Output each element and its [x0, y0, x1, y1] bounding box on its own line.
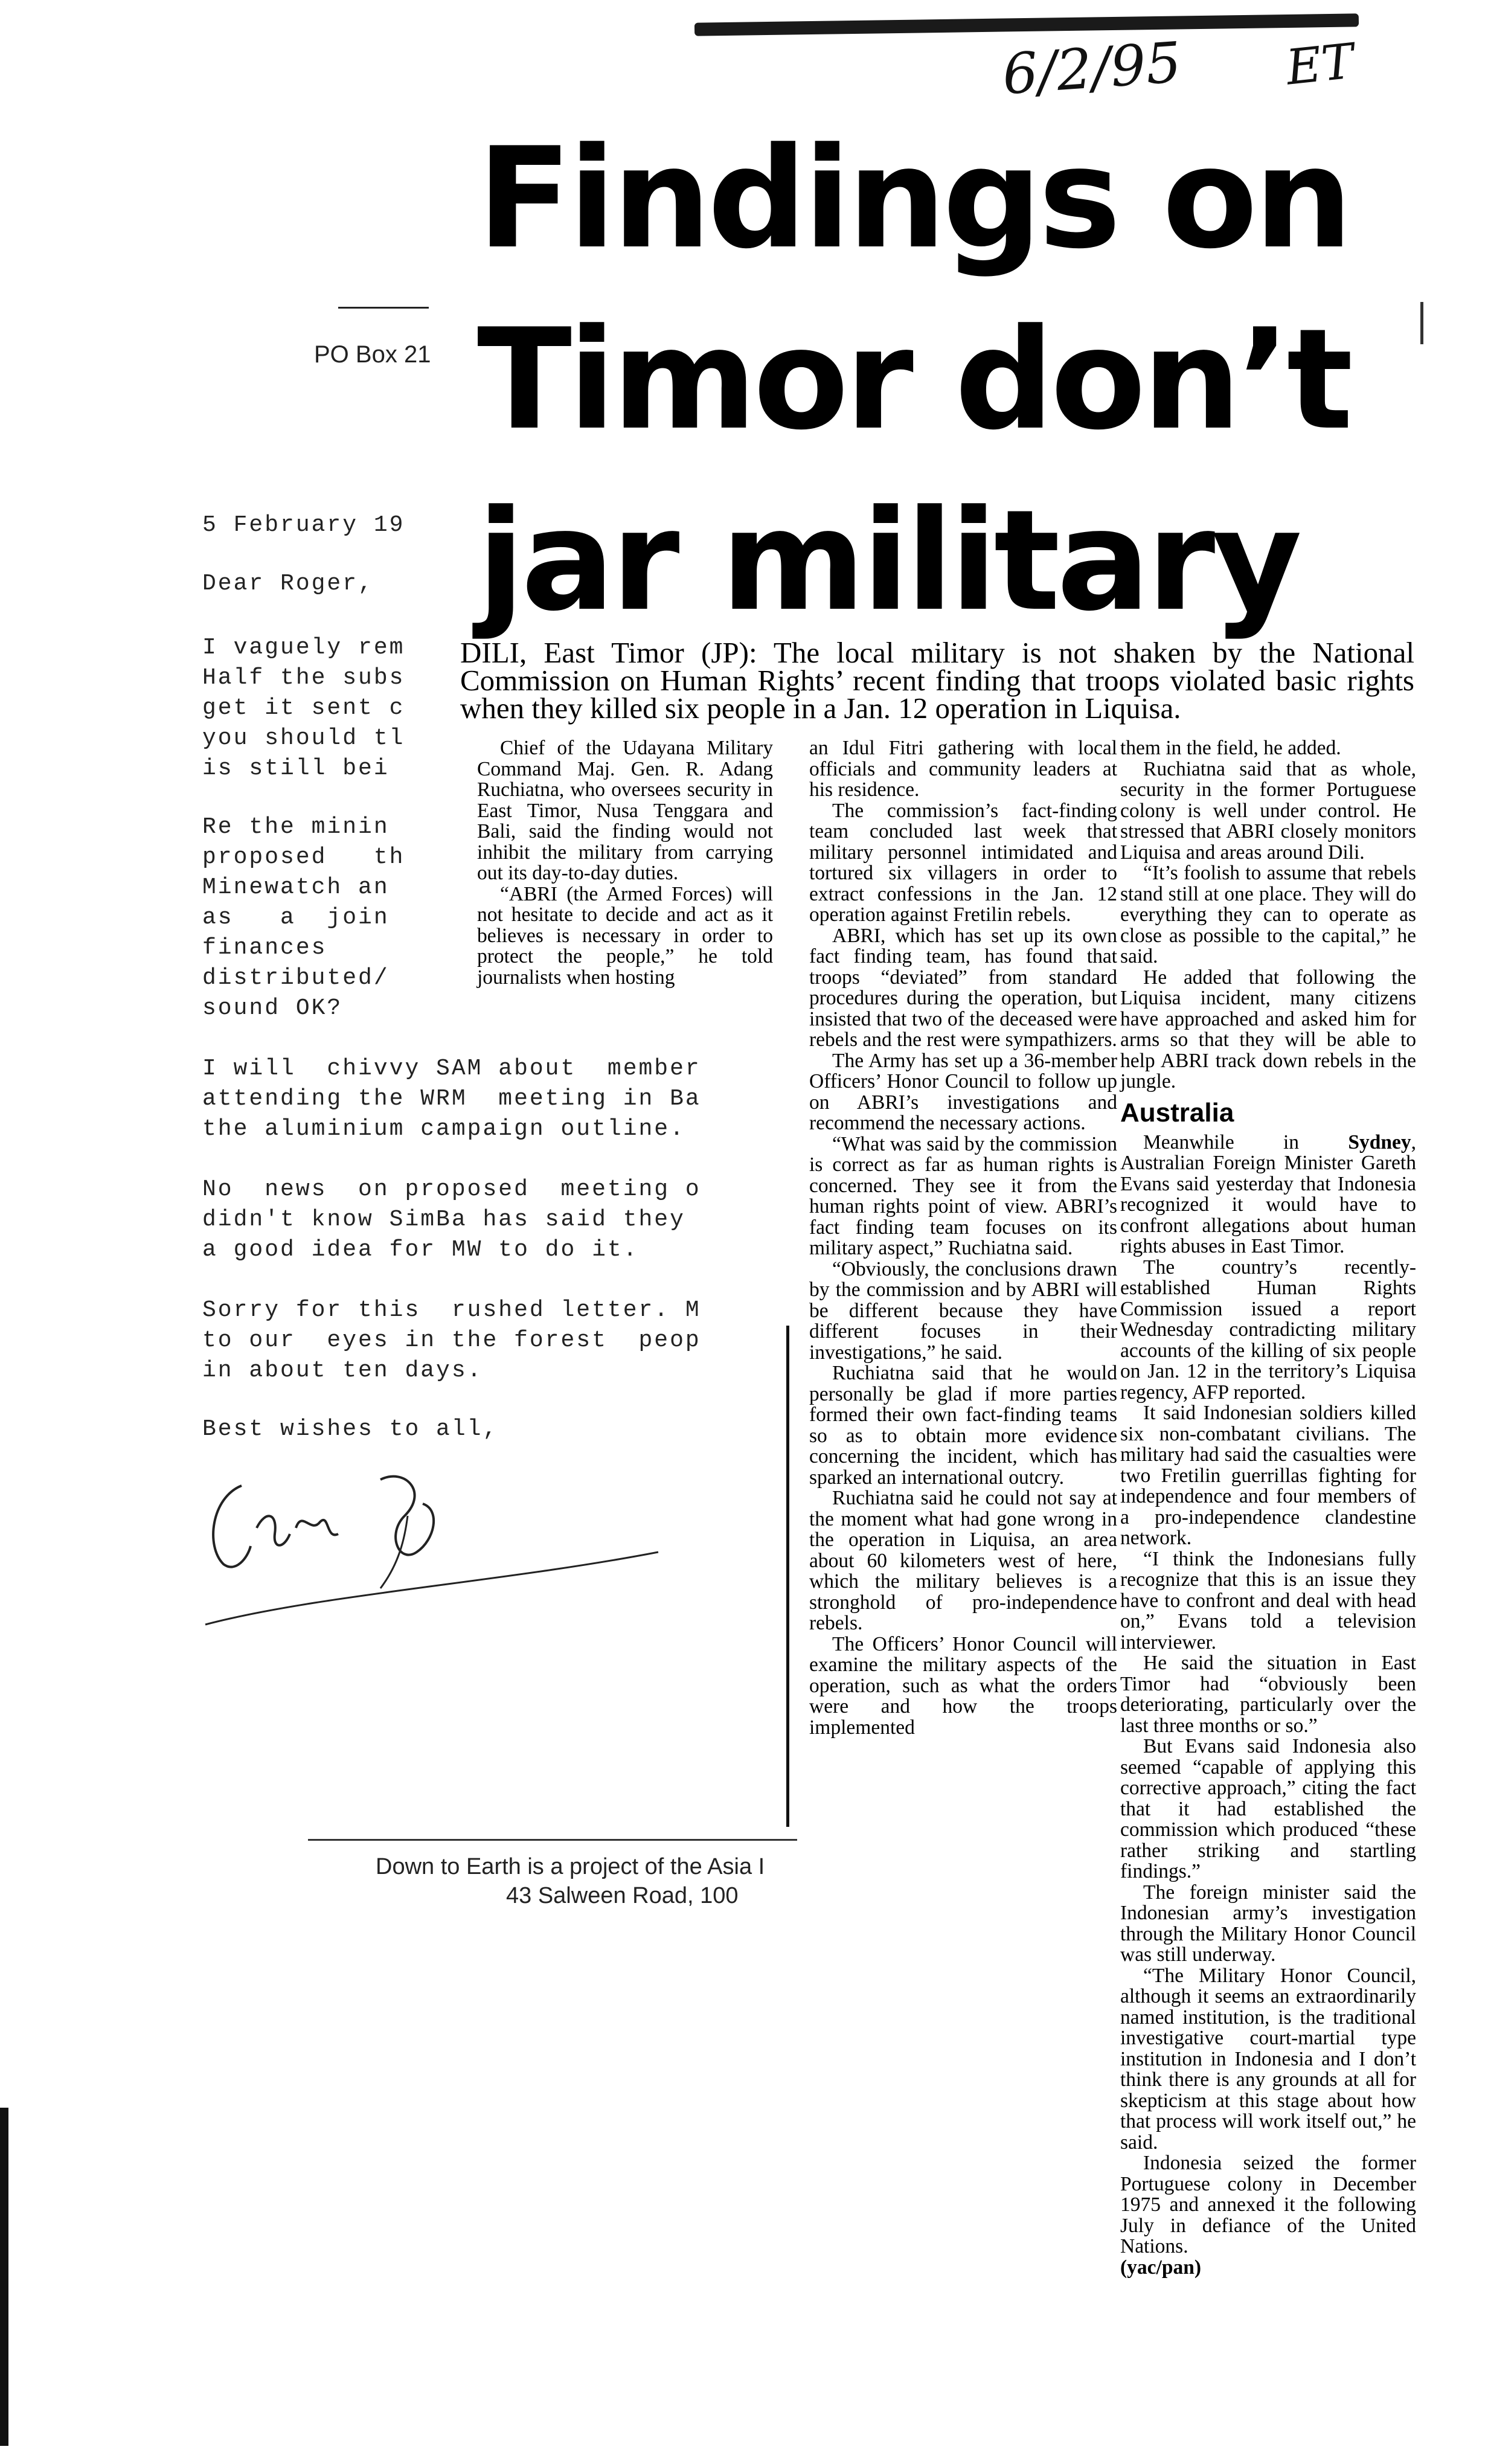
- paragraph: The foreign minister said the Indonesian army’s investigation through the Military Honor Council was still underway.: [1120, 1881, 1416, 1966]
- paragraph: Chief of the Udayana Military Command Maj. Gen. R. Adang Ruchiatna, who oversees security in East Timor, Nusa Tenggara and Bali, said the finding would not inhibit the military from carrying out its day-to-day duties.: [477, 737, 773, 884]
- paragraph: an Idul Fitri gathering with local officials and community leaders at his residence.: [809, 737, 1117, 801]
- letter-paragraph-3: I will chivvy SAM about member attending the WRM meeting in Ba the aluminium campaign outline.: [202, 1056, 701, 1142]
- handwritten-initials: ET: [1283, 33, 1357, 96]
- letter-paragraph-1: I vaguely rem Half the subs get it sent c you should tl is still bei: [202, 635, 405, 781]
- letter-footer-line-1: Down to Earth is a project of the Asia I: [376, 1854, 765, 1879]
- paragraph: Meanwhile in Sydney, Australian Foreign Minister Gareth Evans said yesterday that Indonesia recognized it would have to confront allegations about human rights abuses in East Timor.: [1120, 1131, 1416, 1257]
- paragraph: “I think the Indonesians fully recognize that this is an issue they have to confront and deal with head on,” Evans told a television interviewer.: [1120, 1547, 1416, 1654]
- paragraph: But Evans said Indonesia also seemed “capable of applying this corrective approach,” citing the fact that it had established the commission which produced “these rather striking and startling findings.”: [1120, 1735, 1416, 1882]
- scan-edge-mark-right: [1420, 302, 1423, 344]
- paragraph: ABRI, which has set up its own fact finding team, has found that troops “deviated” from standard procedures during the operation, but insisted that two of the deceased were rebels and the rest were sympathizers.: [809, 924, 1117, 1051]
- letter-greeting: Dear Roger,: [202, 571, 374, 597]
- scan-edge-mark: [694, 13, 1359, 36]
- handwritten-date: 6/2/95: [1000, 30, 1184, 107]
- paragraph: Indonesia seized the former Portuguese colony in December 1975 and annexed it the following July in defiance of the United Nations.: [1120, 2152, 1416, 2257]
- letter-paragraph-4: No news on proposed meeting o didn't know SimBa has said they a good idea for MW to do it.: [202, 1176, 701, 1263]
- paragraph: The country’s recently-established Human Rights Commission issued a report Wednesday contradicting military accounts of the killing of six people on Jan. 12 in the territory’s Liquisa regency, AFP reported.: [1120, 1256, 1416, 1404]
- letter-date: 5 February 19: [202, 512, 405, 538]
- paragraph: The Army has set up a 36-member Officers’ Honor Council to follow up on ABRI’s investigations and recommend the necessary actions.: [809, 1049, 1117, 1134]
- letter-closing: Best wishes to all,: [202, 1416, 499, 1442]
- article-column-3: [1120, 738, 1416, 2278]
- paragraph: It said Indonesian soldiers killed six non-combatant civilians. The military had said the casualties were two Fretilin guerrillas fighting for independence and four members of a pro-independence clandestine network.: [1120, 1402, 1416, 1549]
- paragraph: “What was said by the commission is correct as far as human rights is concerned. They see it from the human rights point of view. ABRI’s fact finding team focuses on its military aspect,” Ruchiatna said.: [809, 1132, 1117, 1259]
- paragraph: Ruchiatna said that as whole, security in the former Portuguese colony is well under control. He stressed that ABRI closely monitors Liquisa and areas around Dili.: [1120, 757, 1416, 864]
- article-lede: DILI, East Timor (JP): The local military is not shaken by the National Commission on Human Rights’ recent finding that troops violated basic rights when they killed six people in a Jan. 12 operation in Liquisa.: [460, 636, 1414, 725]
- paragraph: The Officers’ Honor Council will examine the military aspects of the operation, such as what the orders were and how the troops implemented: [809, 1632, 1117, 1739]
- paragraph: “ABRI (the Armed Forces) will not hesitate to decide and act as it believes is necessary in order to protect the people,” he told journalists when hosting: [477, 882, 773, 989]
- letter-footer-line-2: 43 Salween Road, 100: [506, 1883, 739, 1908]
- letterhead-rule: [338, 307, 429, 309]
- paragraph: them in the field, he added.: [1120, 737, 1341, 759]
- paragraph: He said the situation in East Timor had “obviously been deteriorating, particularly over the last three months or so.”: [1120, 1652, 1416, 1737]
- paragraph: “The Military Honor Council, although it seems an extraordinarily named institution, is the traditional investigative court-martial type institution in Indonesia and I don’t think there is any grounds at all for skepticism at this stage about how that process will work itself out,” he said.: [1120, 1964, 1416, 2154]
- paragraph: The commission’s fact-finding team concluded last week that military personnel intimidated and tortured six villagers in order to extract confessions in the Jan. 12 operation against Fretilin rebels.: [809, 799, 1117, 926]
- article-headline: [477, 109, 1419, 652]
- letter-paragraph-2: Re the minin proposed th Minewatch an as a join finances distributed/ sound OK?: [202, 814, 405, 1021]
- letter-paragraph-5: Sorry for this rushed letter. M to our eyes in the forest peop in about ten days.: [202, 1297, 701, 1384]
- paragraph: Ruchiatna said he could not say at the moment what had gone wrong in the operation in Liquisa, an area about 60 kilometers west of here, which the military believes is a stronghold of pro-independence rebels.: [809, 1487, 1117, 1634]
- subhead-australia: Australia: [1120, 1097, 1234, 1128]
- article-credit: (yac/pan): [1120, 2256, 1201, 2279]
- article-column-1: [477, 738, 773, 988]
- paragraph: “Obviously, the conclusions drawn by the commission and by ABRI will be different because they have different focuses in their investigations,” he said.: [809, 1257, 1117, 1364]
- letter-footer-rule: [308, 1839, 797, 1841]
- scan-edge-mark-left: [0, 2108, 8, 2446]
- handwritten-signature: [199, 1443, 791, 1637]
- paragraph: “It’s foolish to assume that rebels stand still at one place. They will do everything they can to operate as close as possible to the capital,” he said.: [1120, 862, 1416, 967]
- column-rule: [786, 1326, 789, 1827]
- article-column-2: [809, 738, 1117, 1738]
- paragraph: Ruchiatna said that he would personally be glad if more parties formed their own fact-finding teams so as to obtain more evidence concerning the incident, which has sparked an international outcry.: [809, 1362, 1117, 1489]
- headline-line-2: Timor don’t: [477, 300, 1350, 461]
- headline-line-3: jar military: [477, 481, 1299, 642]
- letterhead-po-box: PO Box 21: [314, 341, 431, 368]
- headline-line-1: Findings on: [477, 118, 1350, 280]
- dateline-city: Sydney: [1348, 1131, 1411, 1153]
- paragraph: He added that following the Liquisa incident, many citizens have approached and asked him for arms so that they will be able to help ABRI track down rebels in the jungle.: [1120, 966, 1416, 1092]
